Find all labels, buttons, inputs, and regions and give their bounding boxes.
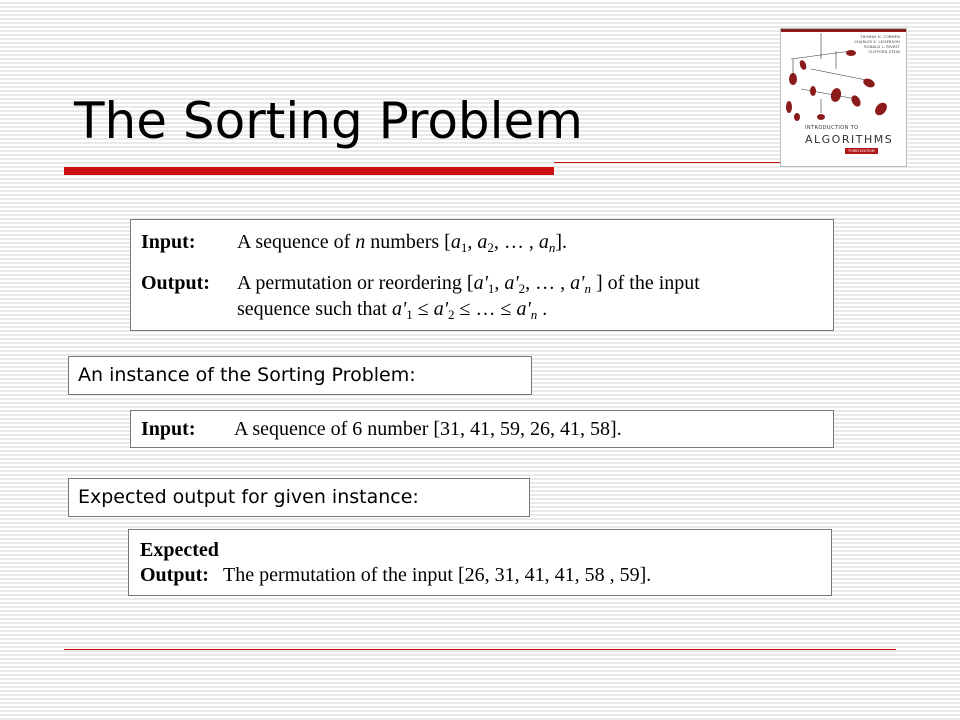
book-authors: THOMAS H. CORMEN CHARLES E. LEISERSON RONALD L. RIVEST CLIFFORD STEIN — [854, 35, 900, 54]
instance-heading: An instance of the Sorting Problem: — [68, 356, 532, 395]
definition-output-line2: sequence such that $a'_1 \le a'_2$ ≤ … ≤ $a'_n$ . — [237, 298, 548, 322]
expected-output-text: The permutation of the input [26, 31, 41, 41, 58 , 59]. — [223, 564, 652, 586]
title-underline-thick — [64, 167, 554, 175]
instance-input-box — [130, 410, 834, 448]
slide-title: The Sorting Problem — [74, 92, 584, 150]
expected-label-line1: Expected — [140, 539, 219, 561]
footer-rule — [64, 649, 896, 650]
expected-heading: Expected output for given instance: — [68, 478, 530, 517]
definition-input-text: A sequence of n numbers [$a_1$, $a_2$, … , $a_n$]. — [237, 231, 568, 255]
instance-input-label: Input: — [141, 418, 196, 440]
instance-input-text: A sequence of 6 number [31, 41, 59, 26, 41, 58]. — [234, 418, 622, 440]
book-title-line1: INTRODUCTION TO — [805, 125, 859, 131]
definition-output-label: Output: — [141, 272, 210, 294]
expected-label-line2: Output: — [140, 564, 209, 586]
definition-box — [130, 219, 834, 331]
definition-input-label: Input: — [141, 231, 196, 253]
book-edition: THIRD EDITION — [845, 148, 878, 154]
definition-output-line1: A permutation or reordering [$a'_1$, $a'_2$, … , $a'_n$ ] of the input — [237, 272, 700, 296]
book-title-line2: ALGORITHMS — [805, 133, 894, 146]
expected-output-box — [128, 529, 832, 596]
book-cover-image — [780, 28, 907, 167]
